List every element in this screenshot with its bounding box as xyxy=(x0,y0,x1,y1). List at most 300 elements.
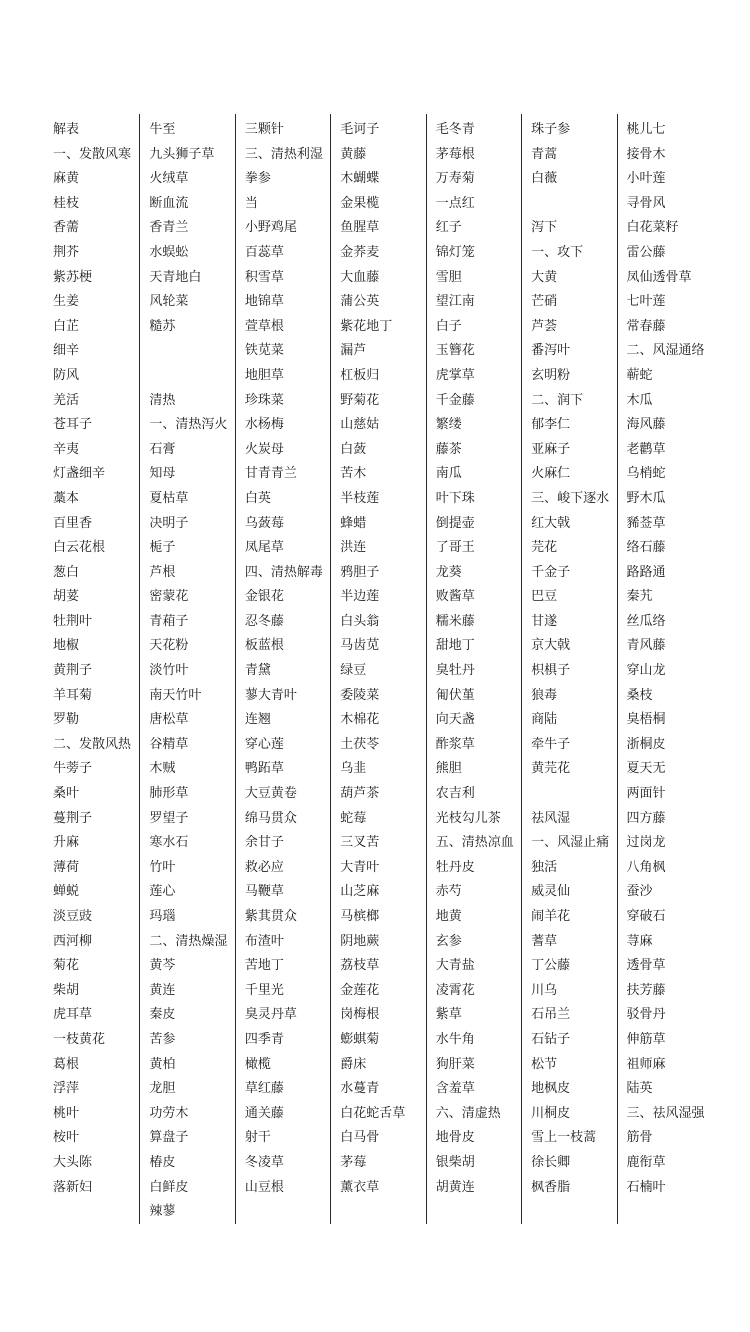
entry: 浮萍 xyxy=(53,1081,80,1097)
entry: 陆英 xyxy=(626,1081,653,1097)
entry: 牛至 xyxy=(149,122,176,137)
entry: 辛夷 xyxy=(53,441,80,457)
entry: 水杨梅 xyxy=(244,417,284,433)
entry: 祛风湿 xyxy=(531,810,571,826)
entry: 火麻仁 xyxy=(531,466,571,482)
entry: 乌韭 xyxy=(340,761,367,777)
column-3-list xyxy=(245,118,330,1200)
entry: 三叉苦 xyxy=(340,835,380,851)
entry: 紫萁贯众 xyxy=(244,909,297,924)
entry: 苦参 xyxy=(149,1031,176,1047)
entry: 向天盏 xyxy=(435,712,475,728)
entry: 白鲜皮 xyxy=(149,1179,189,1195)
entry: 乌蔹莓 xyxy=(244,515,284,531)
entry: 委陵菜 xyxy=(340,687,380,703)
entry: 锦灯笼 xyxy=(435,244,475,260)
entry: 唐松草 xyxy=(149,712,189,728)
entry: 寻骨风 xyxy=(626,195,666,211)
entry: 木瓜 xyxy=(626,392,653,408)
entry: 筋骨 xyxy=(626,1130,653,1146)
entry: 龙葵 xyxy=(435,564,462,580)
entry: 凌霄花 xyxy=(435,982,475,998)
entry: 繁缕 xyxy=(435,417,462,433)
entry: 松节 xyxy=(531,1056,558,1072)
entry: 地胆草 xyxy=(244,367,284,383)
entry: 地椒 xyxy=(53,638,80,654)
entry: 余甘子 xyxy=(244,835,284,851)
entry: 三颗针 xyxy=(244,122,284,137)
entry: 三、祛风湿强 xyxy=(626,1105,705,1121)
entry: 西河柳 xyxy=(53,933,93,949)
entry: 草红藤 xyxy=(244,1081,284,1097)
entry: 糯米藤 xyxy=(435,613,475,629)
entry: 臭梧桐 xyxy=(626,712,666,728)
column-4-list xyxy=(340,118,425,1200)
entry: 穿心莲 xyxy=(244,736,284,752)
entry: 蜂蜡 xyxy=(340,515,367,531)
entry: 含羞草 xyxy=(435,1081,475,1097)
entry: 亚麻子 xyxy=(531,441,571,457)
entry: 甘遂 xyxy=(531,613,558,629)
entry: 二、发散风热 xyxy=(53,736,132,752)
blank-line xyxy=(149,364,234,389)
entry: 细辛 xyxy=(53,343,80,359)
entry: 伸筋草 xyxy=(626,1031,666,1047)
entry: 火绒草 xyxy=(149,171,189,187)
entry: 枫香脂 xyxy=(531,1179,571,1195)
entry: 狼毒 xyxy=(531,687,558,703)
entry: 土茯苓 xyxy=(340,736,380,752)
entry: 桃儿七 xyxy=(626,122,666,137)
entry: 独活 xyxy=(531,859,558,875)
entry: 山豆根 xyxy=(244,1179,284,1195)
entry: 冬凌草 xyxy=(244,1154,284,1170)
entry: 救必应 xyxy=(244,859,284,875)
entry: 蝉蜕 xyxy=(53,884,80,900)
entry: 倒提壶 xyxy=(435,515,475,531)
entry: 茅莓 xyxy=(340,1154,367,1170)
entry: 香青兰 xyxy=(149,220,189,236)
entry: 黄荆子 xyxy=(53,663,93,679)
entry: 威灵仙 xyxy=(531,884,571,900)
entry: 算盘子 xyxy=(149,1130,189,1146)
entry: 蔓荆子 xyxy=(53,810,93,826)
entry: 一点红 xyxy=(435,195,475,211)
entry: 淡竹叶 xyxy=(149,663,189,679)
entry: 海风藤 xyxy=(626,417,666,433)
entry: 青风藤 xyxy=(626,638,666,654)
column-3 xyxy=(235,114,330,1224)
entry: 蒲公英 xyxy=(340,294,380,310)
entry: 千金藤 xyxy=(435,392,475,408)
entry: 乌梢蛇 xyxy=(626,466,666,482)
entry: 罗望子 xyxy=(149,810,189,826)
entry: 清热 xyxy=(149,392,176,408)
entry: 水牛角 xyxy=(435,1031,475,1047)
entry: 甜地丁 xyxy=(435,638,475,654)
entry: 桃叶 xyxy=(53,1105,80,1121)
entry: 辣蓼 xyxy=(149,1204,176,1220)
entry: 桂枝 xyxy=(53,195,80,211)
entry: 二、润下 xyxy=(531,392,584,408)
entry: 薄荷 xyxy=(53,859,80,875)
entry: 藤茶 xyxy=(435,441,462,457)
entry: 金荞麦 xyxy=(340,244,380,260)
entry: 玄参 xyxy=(435,933,462,949)
entry: 绵马贯众 xyxy=(244,810,297,826)
entry: 蓍草 xyxy=(531,933,558,949)
entry: 匍伏堇 xyxy=(435,687,475,703)
entry: 荆芥 xyxy=(53,244,80,260)
entry: 扶芳藤 xyxy=(626,982,666,998)
entry: 百里香 xyxy=(53,515,93,531)
entry: 一、风湿止痛 xyxy=(531,835,610,851)
entry: 马槟榔 xyxy=(340,909,380,924)
entry: 通关藤 xyxy=(244,1105,284,1121)
entry: 南天竹叶 xyxy=(149,687,202,703)
entry: 石钻子 xyxy=(531,1031,571,1047)
blank-line xyxy=(531,782,616,807)
entry: 苦地丁 xyxy=(244,958,284,974)
entry: 臭灵丹草 xyxy=(244,1007,297,1023)
entry: 透骨草 xyxy=(626,958,666,974)
entry: 赤芍 xyxy=(435,884,462,900)
entry: 番泻叶 xyxy=(531,343,571,359)
entry: 菊花 xyxy=(53,958,80,974)
entry: 地枫皮 xyxy=(531,1081,571,1097)
entry: 胡荽 xyxy=(53,589,80,605)
entry: 凤仙透骨草 xyxy=(626,269,692,285)
column-7-list xyxy=(627,118,712,1200)
entry: 桑叶 xyxy=(53,786,80,802)
column-2-list xyxy=(149,118,234,1225)
entry: 徐长卿 xyxy=(531,1154,571,1170)
entry: 肺形草 xyxy=(149,786,189,802)
entry: 糙苏 xyxy=(149,318,176,334)
entry: 葫芦茶 xyxy=(340,786,380,802)
entry: 鸦胆子 xyxy=(340,564,380,580)
entry: 二、清热燥湿 xyxy=(149,933,228,949)
entry: 柴胡 xyxy=(53,982,80,998)
entry: 地骨皮 xyxy=(435,1130,475,1146)
entry: 叶下珠 xyxy=(435,490,475,506)
entry: 玄明粉 xyxy=(531,367,571,383)
entry: 毛诃子 xyxy=(340,122,380,137)
entry: 连翘 xyxy=(244,712,271,728)
entry: 红子 xyxy=(435,220,462,236)
entry: 藁本 xyxy=(53,490,80,506)
entry: 莲心 xyxy=(149,884,176,900)
entry: 大青盐 xyxy=(435,958,475,974)
entry: 地锦草 xyxy=(244,294,284,310)
entry: 葛根 xyxy=(53,1056,80,1072)
entry: 枳椇子 xyxy=(531,663,571,679)
entry: 七叶莲 xyxy=(626,294,666,310)
column-6 xyxy=(521,114,616,1224)
entry: 水蜈蚣 xyxy=(149,244,189,260)
entry: 甘青青兰 xyxy=(244,466,297,482)
entry: 岗梅根 xyxy=(340,1007,380,1023)
entry: 橄榄 xyxy=(244,1056,271,1072)
entry: 麻黄 xyxy=(53,171,80,187)
entry: 罗勒 xyxy=(53,712,80,728)
entry: 茅莓根 xyxy=(435,146,475,162)
blank-line xyxy=(149,339,234,364)
entry: 豨莶草 xyxy=(626,515,666,531)
entry: 光枝勾儿茶 xyxy=(435,810,501,826)
entry: 雷公藤 xyxy=(626,244,666,260)
entry: 洪连 xyxy=(340,540,367,556)
entry: 竹叶 xyxy=(149,859,176,875)
entry: 望江南 xyxy=(435,294,475,310)
entry: 蟛蜞菊 xyxy=(340,1031,380,1047)
entry: 珠子参 xyxy=(531,122,571,137)
entry: 鱼腥草 xyxy=(340,220,380,236)
entry: 杠板归 xyxy=(340,367,380,383)
column-6-list xyxy=(531,118,616,1200)
entry: 拳参 xyxy=(244,171,271,187)
entry: 白英 xyxy=(244,490,271,506)
entry: 半边莲 xyxy=(340,589,380,605)
entry: 羊耳菊 xyxy=(53,687,93,703)
entry: 京大戟 xyxy=(531,638,571,654)
entry: 谷精草 xyxy=(149,736,189,752)
entry: 南瓜 xyxy=(435,466,462,482)
entry: 大血藤 xyxy=(340,269,380,285)
entry: 夏枯草 xyxy=(149,490,189,506)
entry: 红大戟 xyxy=(531,515,571,531)
entry: 老鹳草 xyxy=(626,441,666,457)
entry: 秦皮 xyxy=(149,1007,176,1023)
entry: 牛蒡子 xyxy=(53,761,93,777)
entry: 丝瓜络 xyxy=(626,613,666,629)
entry: 金果榄 xyxy=(340,195,380,211)
entry: 木棉花 xyxy=(340,712,380,728)
entry: 羌活 xyxy=(53,392,80,408)
entry: 商陆 xyxy=(531,712,558,728)
entry: 解表 xyxy=(53,122,80,137)
entry: 川乌 xyxy=(531,982,558,998)
entry: 黄芫花 xyxy=(531,761,571,777)
entry: 板蓝根 xyxy=(244,638,284,654)
entry: 驳骨丹 xyxy=(626,1007,666,1023)
entry: 天花粉 xyxy=(149,638,189,654)
entry: 大青叶 xyxy=(340,859,380,875)
entry: 防风 xyxy=(53,367,80,383)
entry: 野菊花 xyxy=(340,392,380,408)
entry: 断血流 xyxy=(149,195,189,211)
entry: 天青地白 xyxy=(149,269,202,285)
entry: 小野鸡尾 xyxy=(244,220,297,236)
entry: 大豆黄卷 xyxy=(244,786,297,802)
entry: 灯盏细辛 xyxy=(53,466,106,482)
entry: 白云花根 xyxy=(53,540,106,556)
entry: 蚕沙 xyxy=(626,884,653,900)
entry: 接骨木 xyxy=(626,146,666,162)
entry: 酢浆草 xyxy=(435,736,475,752)
entry: 了哥王 xyxy=(435,540,475,556)
entry: 紫苏梗 xyxy=(53,269,93,285)
entry: 山芝麻 xyxy=(340,884,380,900)
entry: 络石藤 xyxy=(626,540,666,556)
entry: 小叶莲 xyxy=(626,171,666,187)
column-5-list xyxy=(436,118,521,1200)
entry: 荨麻 xyxy=(626,933,653,949)
entry: 密蒙花 xyxy=(149,589,189,605)
entry: 白花蛇舌草 xyxy=(340,1105,406,1121)
entry: 狗肝菜 xyxy=(435,1056,475,1072)
entry: 银柴胡 xyxy=(435,1154,475,1170)
entry: 水蔓青 xyxy=(340,1081,380,1097)
entry: 穿破石 xyxy=(626,909,666,924)
entry: 牡丹皮 xyxy=(435,859,475,875)
entry: 一、攻下 xyxy=(531,244,584,260)
entry: 过岗龙 xyxy=(626,835,666,851)
entry: 龙胆 xyxy=(149,1081,176,1097)
entry: 木蝴蝶 xyxy=(340,171,380,187)
entry: 淡豆豉 xyxy=(53,909,93,924)
entry: 雪胆 xyxy=(435,269,462,285)
entry: 忍冬藤 xyxy=(244,613,284,629)
entry: 农吉利 xyxy=(435,786,475,802)
entry: 丁公藤 xyxy=(531,958,571,974)
entry: 桉叶 xyxy=(53,1130,80,1146)
entry: 大黄 xyxy=(531,269,558,285)
entry: 青葙子 xyxy=(149,613,189,629)
entry: 苦木 xyxy=(340,466,367,482)
entry: 千里光 xyxy=(244,982,284,998)
entry: 胡黄连 xyxy=(435,1179,475,1195)
entry: 穿山龙 xyxy=(626,663,666,679)
entry: 千金子 xyxy=(531,564,571,580)
entry: 黄藤 xyxy=(340,146,367,162)
entry: 臭牡丹 xyxy=(435,663,475,679)
entry: 火炭母 xyxy=(244,441,284,457)
entry: 石吊兰 xyxy=(531,1007,571,1023)
entry: 石楠叶 xyxy=(626,1179,666,1195)
entry: 蓼大青叶 xyxy=(244,687,297,703)
entry: 功劳木 xyxy=(149,1105,189,1121)
column-2 xyxy=(139,114,234,1224)
entry: 四季青 xyxy=(244,1031,284,1047)
entry: 白薇 xyxy=(531,171,558,187)
entry: 白花菜籽 xyxy=(626,220,679,236)
entry: 三、清热利湿 xyxy=(244,146,323,162)
entry: 蛇莓 xyxy=(340,810,367,826)
entry: 川桐皮 xyxy=(531,1105,571,1121)
entry: 升麻 xyxy=(53,835,80,851)
entry: 万寿菊 xyxy=(435,171,475,187)
entry: 白马骨 xyxy=(340,1130,380,1146)
entry: 白头翁 xyxy=(340,613,380,629)
entry: 木贼 xyxy=(149,761,176,777)
column-4 xyxy=(330,114,425,1224)
entry: 薰衣草 xyxy=(340,1179,380,1195)
entry: 芦荟 xyxy=(531,318,558,334)
entry: 大头陈 xyxy=(53,1154,93,1170)
entry: 落新妇 xyxy=(53,1179,93,1195)
entry: 爵床 xyxy=(340,1056,367,1072)
entry: 珍珠菜 xyxy=(244,392,284,408)
entry: 玉簪花 xyxy=(435,343,475,359)
entry: 漏芦 xyxy=(340,343,367,359)
entry: 阴地蕨 xyxy=(340,933,380,949)
entry: 芫花 xyxy=(531,540,558,556)
entry: 巴豆 xyxy=(531,589,558,605)
entry: 香薷 xyxy=(53,220,80,236)
entry: 荔枝草 xyxy=(340,958,380,974)
entry: 紫草 xyxy=(435,1007,462,1023)
entry: 白子 xyxy=(435,318,462,334)
entry: 椿皮 xyxy=(149,1154,176,1170)
entry: 马齿苋 xyxy=(340,638,380,654)
entry: 半枝莲 xyxy=(340,490,380,506)
column-1-list xyxy=(53,118,139,1200)
entry: 六、清虚热 xyxy=(435,1105,501,1121)
entry: 布渣叶 xyxy=(244,933,284,949)
entry: 青黛 xyxy=(244,663,271,679)
column-5 xyxy=(426,114,521,1224)
entry: 二、风湿通络 xyxy=(626,343,705,359)
entry: 紫花地丁 xyxy=(340,318,393,334)
entry: 野木瓜 xyxy=(626,490,666,506)
entry: 山慈姑 xyxy=(340,417,380,433)
entry: 风轮菜 xyxy=(149,294,189,310)
entry: 石膏 xyxy=(149,441,176,457)
entry: 泻下 xyxy=(531,220,558,236)
entry: 凤尾草 xyxy=(244,540,284,556)
column-1 xyxy=(44,114,139,1224)
entry: 虎耳草 xyxy=(53,1007,93,1023)
entry: 积雪草 xyxy=(244,269,284,285)
entry: 萱草根 xyxy=(244,318,284,334)
entry: 金银花 xyxy=(244,589,284,605)
entry: 射干 xyxy=(244,1130,271,1146)
entry: 牡荆叶 xyxy=(53,613,93,629)
entry: 四、清热解毒 xyxy=(244,564,323,580)
entry: 白芷 xyxy=(53,318,80,334)
entry: 八角枫 xyxy=(626,859,666,875)
entry: 虎掌草 xyxy=(435,367,475,383)
entry: 葱白 xyxy=(53,564,80,580)
entry: 常春藤 xyxy=(626,318,666,334)
entry: 地黄 xyxy=(435,909,462,924)
entry: 黄芩 xyxy=(149,958,176,974)
entry: 生姜 xyxy=(53,294,80,310)
entry: 马鞭草 xyxy=(244,884,284,900)
entry: 芒硝 xyxy=(531,294,558,310)
column-7 xyxy=(617,114,712,1224)
entry: 苍耳子 xyxy=(53,417,93,433)
entry: 桑枝 xyxy=(626,687,653,703)
entry: 祖师麻 xyxy=(626,1056,666,1072)
entry: 三、峻下逐水 xyxy=(531,490,610,506)
entry: 雪上一枝蒿 xyxy=(531,1130,597,1146)
entry: 一、发散风寒 xyxy=(53,146,132,162)
entry: 秦艽 xyxy=(626,589,653,605)
entry: 玛瑙 xyxy=(149,909,176,924)
entry: 寒水石 xyxy=(149,835,189,851)
entry: 金莲花 xyxy=(340,982,380,998)
entry: 郁李仁 xyxy=(531,417,571,433)
entry: 败酱草 xyxy=(435,589,475,605)
entry: 四方藤 xyxy=(626,810,666,826)
entry: 浙桐皮 xyxy=(626,736,666,752)
entry: 一枝黄花 xyxy=(53,1031,106,1047)
entry: 熊胆 xyxy=(435,761,462,777)
entry: 夏天无 xyxy=(626,761,666,777)
entry: 一、清热泻火 xyxy=(149,417,228,433)
